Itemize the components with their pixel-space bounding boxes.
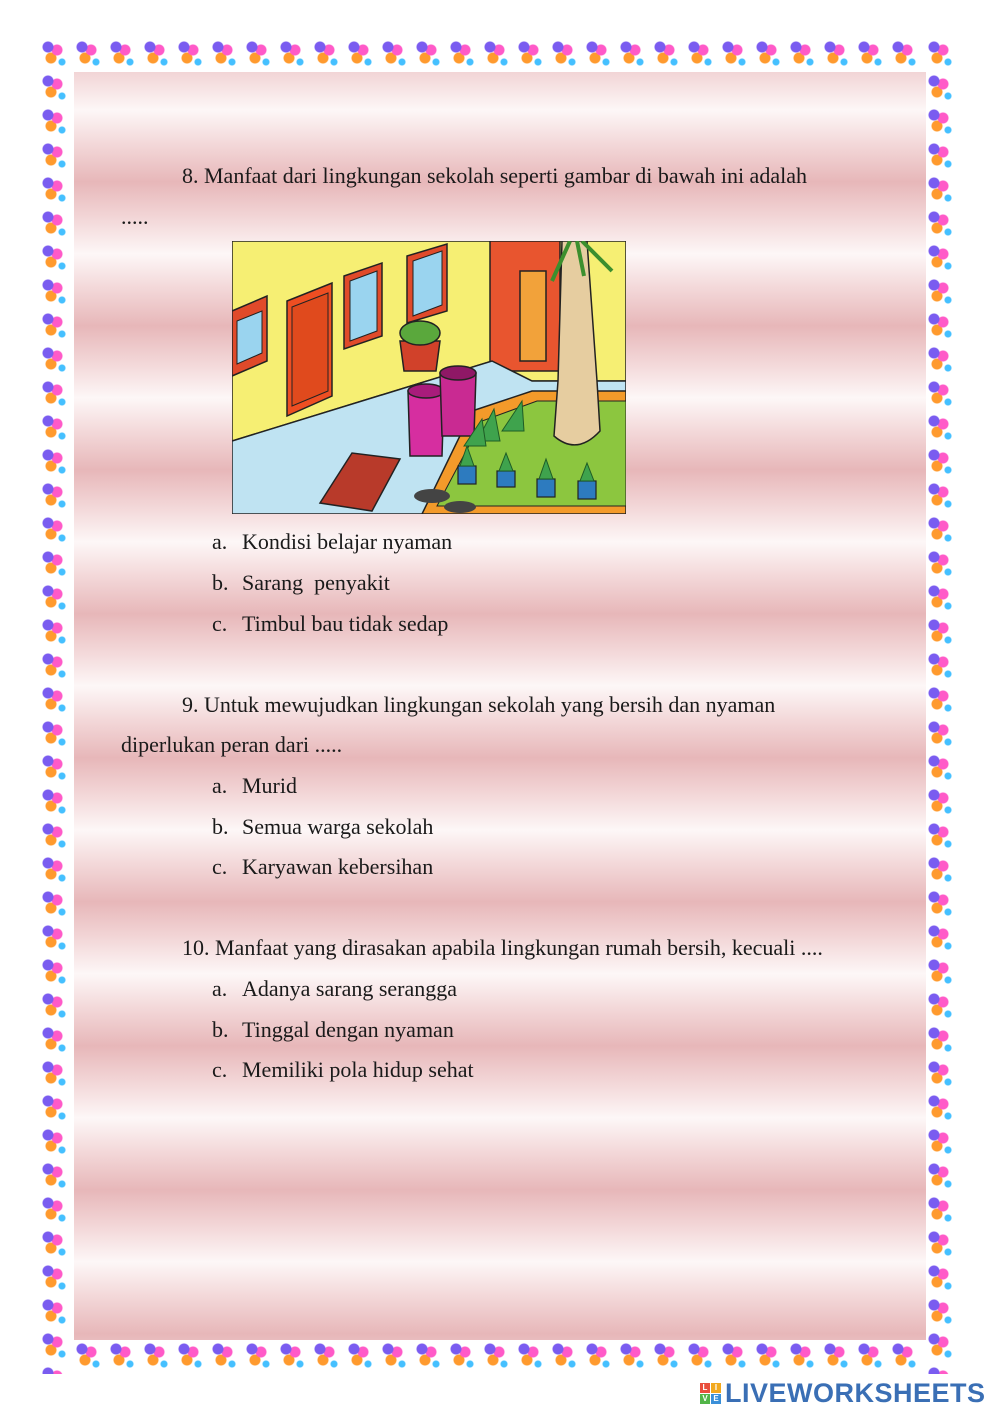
option-text: Adanya sarang serangga [242,976,458,1001]
liveworksheets-logo-icon [700,1383,721,1404]
question-10-option-b [212,1017,454,1043]
question-9-continuation: diperlukan peran dari ..... [121,732,343,757]
question-8-option-c [212,611,448,637]
option-letter: b. [212,570,229,595]
question-10-option-a [212,976,457,1002]
option-letter: a. [212,529,228,554]
question-8-continuation: ..... [121,204,149,229]
option-letter: a. [212,976,228,1001]
question-10-option-c [212,1057,474,1083]
question-8-option-b [212,570,390,596]
option-text: Timbul bau tidak sedap [242,611,449,636]
question-9-option-a [212,773,297,799]
liveworksheets-wordmark: LIVEWORKSHEETS [725,1377,986,1408]
option-letter: a. [212,773,228,798]
question-10-text: 10. Manfaat yang dirasakan apabila lingkungan rumah bersih, kecuali .... [182,935,823,960]
school-courtyard-illustration [232,241,626,514]
option-text: Sarang penyakit [242,570,390,595]
option-text: Karyawan kebersihan [242,854,434,879]
option-text: Murid [242,773,297,798]
option-letter: c. [212,1057,228,1082]
balloon-border-left [40,38,74,1374]
option-text: Kondisi belajar nyaman [242,529,453,554]
logo-letter-v: V [700,1394,710,1404]
option-letter: c. [212,611,228,636]
option-text: Memiliki pola hidup sehat [242,1057,474,1082]
option-text: Semua warga sekolah [242,814,434,839]
balloon-border-right [926,38,960,1374]
option-text: Tinggal dengan nyaman [242,1017,454,1042]
option-letter: c. [212,854,228,879]
question-9-text: 9. Untuk mewujudkan lingkungan sekolah yang bersih dan nyaman [182,692,776,717]
liveworksheets-watermark[interactable] [700,1378,986,1408]
logo-letter-l: L [700,1383,710,1393]
question-9-option-b [212,814,433,840]
balloon-border-top [40,38,960,72]
question-8-text: 8. Manfaat dari lingkungan sekolah seperti gambar di bawah ini adalah [182,163,807,188]
option-letter: b. [212,1017,229,1042]
logo-letter-e: E [711,1394,721,1404]
question-9-option-c [212,854,433,880]
question-8-option-a [212,529,452,555]
option-letter: b. [212,814,229,839]
balloon-border-bottom [40,1340,960,1374]
logo-letter-i: I [711,1383,721,1393]
